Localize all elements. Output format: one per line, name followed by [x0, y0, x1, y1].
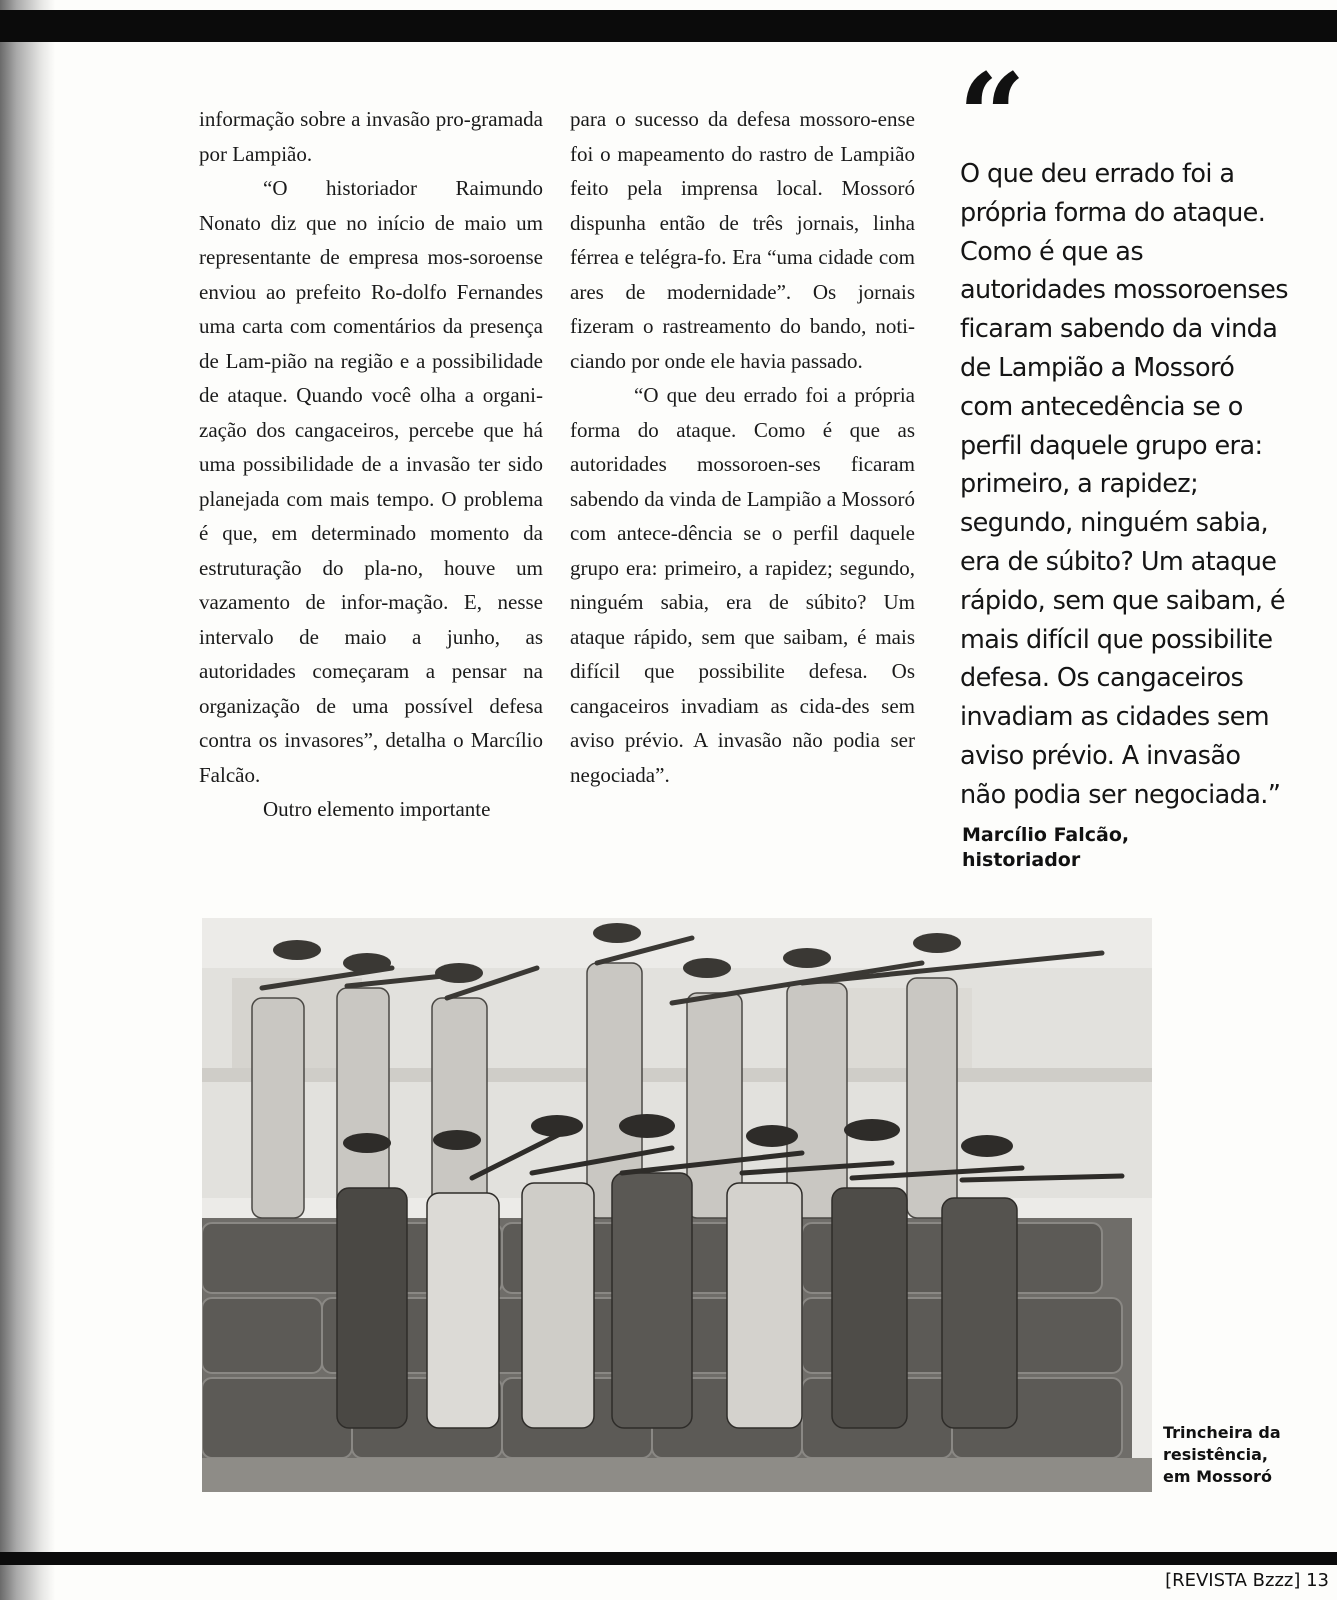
pull-quote-text: O que deu errado foi a própria forma do ataque. Como é que as autoridades mossoroenses ficaram sabendo da vinda de Lampião a Mossoró com antecedência se o perfil daquele grupo era: primeiro, a rapidez; segundo, ninguém sabia, era de súbito? Um ataque rápido, sem que saibam, é mais difícil que possibilite defesa. Os cangaceiros invadiam as cidades sem aviso prévio. A invasão não podia ser negociada.”: [960, 159, 1288, 810]
historical-photo: [202, 918, 1152, 1492]
caption-line: resistência,: [1163, 1445, 1269, 1464]
author-role: historiador: [962, 849, 1081, 871]
paragraph: “O historiador Raimundo Nonato diz que no início de maio um representante de empresa mos-soroense enviou ao prefeito Ro-dolfo Fernandes uma carta com comentários da presença de Lam-pião na região e a possibilidade de ataque. Quando você olha a organi-zação dos cangaceiros, percebe que há uma possibilidade de a invasão ter sido planejada com mais tempo. O problema é que, em determinado momento da estruturação do pla-no, houve um vazamento de infor-mação. E, nesse intervalo de maio a junho, as autoridades começaram a pensar na organização de uma possível defesa contra os invasores”, detalha o Marcílio Falcão.: [199, 176, 543, 787]
paragraph: “O que deu errado foi a própria forma do ataque. Como é que as autoridades mossoroen-ses ficaram sabendo da vinda de Lampião a Mossoró com antece-dência se o perfil daquele grupo era: primeiro, a rapidez; segundo, ninguém sabia, era de súbito? Um ataque rápido, sem que saibam, é mais difícil que possibilite defesa. Os cangaceiros invadiam as cida-des sem aviso prévio. A invasão não podia ser negociada”.: [570, 383, 915, 787]
paragraph: para o sucesso da defesa mossoro-ense foi o mapeamento do rastro de Lampião feito pela imprensa local. Mossoró dispunha então de três jornais, linha férrea e telégra-fo. Era “uma cidade com ares de modernidade”. Os jornais fizeram o rastreamento do bando, noti-ciando por onde ele havia passado.: [570, 107, 915, 373]
body-column-2: [570, 102, 915, 792]
paragraph: Outro elemento importante: [263, 797, 491, 821]
paragraph: informação sobre a invasão pro-gramada por Lampião.: [199, 107, 543, 166]
page-folio: [REVISTA Bzzz] 13: [1165, 1570, 1329, 1591]
top-rule-bar: [0, 10, 1337, 42]
bottom-rule-bar: [0, 1552, 1337, 1565]
caption-line: Trincheira da: [1163, 1423, 1281, 1442]
page-gutter-shadow: [0, 0, 55, 1600]
author-name: Marcílio Falcão,: [962, 824, 1130, 846]
photo-caption: [1163, 1422, 1323, 1488]
body-column-1: [199, 102, 543, 827]
pull-quote-attribution: [962, 823, 1262, 873]
photo-illustration: [202, 918, 1152, 1492]
caption-line: em Mossoró: [1163, 1467, 1272, 1486]
quote-mark-icon: “: [958, 47, 1026, 186]
